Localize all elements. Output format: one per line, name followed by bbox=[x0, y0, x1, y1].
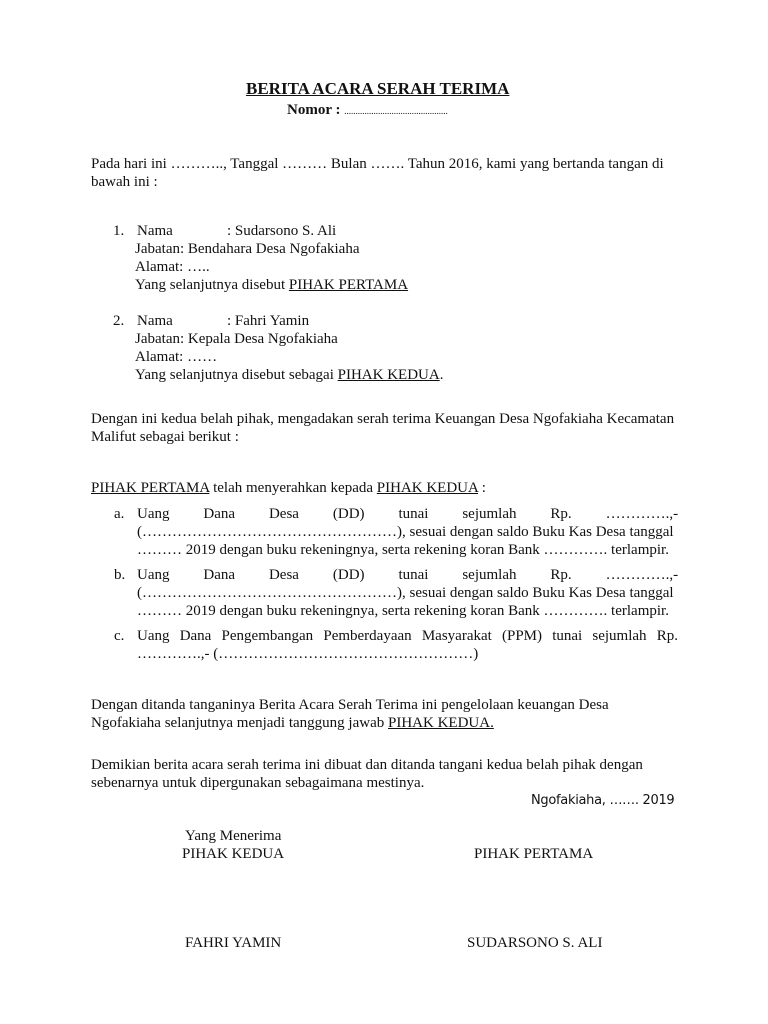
document-title: BERITA ACARA SERAH TERIMA bbox=[246, 79, 510, 98]
party1-name-value: : Sudarsono S. Ali bbox=[227, 223, 337, 239]
item-b-word: ………….,- bbox=[605, 567, 679, 583]
item-b-word: Dana bbox=[203, 567, 236, 583]
party2-number: 2. bbox=[113, 313, 125, 329]
left-signature-role: PIHAK KEDUA bbox=[182, 846, 285, 862]
party1-jabatan: Jabatan: Bendahara Desa Ngofakiaha bbox=[135, 241, 360, 257]
item-c-word: Rp. bbox=[656, 628, 678, 644]
item-b-line-3: ……… 2019 dengan buku rekeningnya, serta rekening koran Bank …………. terlampir. bbox=[137, 603, 669, 619]
party1-disebut bbox=[135, 276, 408, 294]
item-b-word: (DD) bbox=[332, 567, 365, 583]
item-a-word: Uang bbox=[137, 506, 170, 522]
party1-name-label: Nama bbox=[137, 223, 173, 239]
nomor-dots: .............................................. bbox=[344, 106, 448, 116]
party2-disebut-prefix: Yang selanjutnya disebut sebagai bbox=[135, 367, 338, 383]
handover-pihak1: PIHAK PERTAMA bbox=[91, 480, 210, 496]
party1-disebut-prefix: Yang selanjutnya disebut bbox=[135, 277, 289, 293]
serah-line-2: Malifut sebagai berikut : bbox=[91, 429, 239, 445]
party2-alamat: Alamat: …… bbox=[135, 349, 218, 365]
item-a-word: Rp. bbox=[550, 506, 572, 522]
tanda-line-2 bbox=[91, 714, 494, 732]
handover-middle: telah menyerahkan kepada bbox=[209, 480, 377, 496]
item-b-line-1 bbox=[137, 566, 678, 584]
intro-line-2: bawah ini : bbox=[91, 174, 158, 190]
tanda-line-2-prefix: Ngofakiaha selanjutnya menjadi tanggung jawab bbox=[91, 715, 388, 731]
item-c-word: Pengembangan bbox=[221, 628, 314, 644]
item-a-word: sejumlah bbox=[462, 506, 517, 522]
party2-disebut bbox=[135, 366, 443, 384]
item-b-line-2: (……………………………………………), sesuai dengan saldo Buku Kas Desa tanggal bbox=[137, 585, 674, 601]
item-a-word: ………….,- bbox=[605, 506, 679, 522]
item-b-letter: b. bbox=[114, 567, 126, 583]
item-b-word: Desa bbox=[268, 567, 299, 583]
party2-name-label: Nama bbox=[137, 313, 173, 329]
item-c-word: (PPM) bbox=[502, 628, 543, 644]
item-a-word: tunai bbox=[398, 506, 429, 522]
nomor-label: Nomor : bbox=[287, 102, 341, 118]
party1-role: PIHAK PERTAMA bbox=[288, 277, 409, 293]
right-signature-name: SUDARSONO S. ALI bbox=[467, 935, 603, 951]
item-a-word: Desa bbox=[268, 506, 299, 522]
party2-jabatan: Jabatan: Kepala Desa Ngofakiaha bbox=[135, 331, 338, 347]
tanda-line-1: Dengan ditanda tanganinya Berita Acara Serah Terima ini pengelolaan keuangan Desa bbox=[91, 697, 609, 713]
item-b-word: Rp. bbox=[550, 567, 572, 583]
left-signature-caption: Yang Menerima bbox=[185, 828, 282, 844]
party2-name-value: : Fahri Yamin bbox=[227, 313, 310, 329]
item-a-word: (DD) bbox=[332, 506, 365, 522]
item-b-word: sejumlah bbox=[462, 567, 517, 583]
item-c-word: tunai bbox=[552, 628, 583, 644]
right-signature-role: PIHAK PERTAMA bbox=[474, 846, 594, 862]
handover-pihak2: PIHAK KEDUA bbox=[376, 480, 479, 496]
item-c-word: sejumlah bbox=[592, 628, 647, 644]
item-c-line-2: ………….,- (……………………………………………) bbox=[137, 646, 479, 662]
handover-line bbox=[91, 479, 486, 497]
item-c-word: Pemberdayaan bbox=[323, 628, 412, 644]
party2-role: PIHAK KEDUA bbox=[337, 367, 440, 383]
item-a-letter: a. bbox=[114, 506, 125, 522]
item-c-word: Masyarakat bbox=[421, 628, 492, 644]
demikian-line-1: Demikian berita acara serah terima ini dibuat dan ditanda tangani kedua belah pihak dengan bbox=[91, 757, 643, 773]
item-c-word: Uang bbox=[137, 628, 170, 644]
demikian-line-2: sebenarnya untuk dipergunakan sebagaimana mestinya. bbox=[91, 775, 425, 791]
nomor-line bbox=[287, 101, 448, 120]
item-a-line-2: (……………………………………………), sesuai dengan saldo Buku Kas Desa tanggal bbox=[137, 524, 674, 540]
party1-alamat: Alamat: ….. bbox=[135, 259, 210, 275]
item-c-word: Dana bbox=[179, 628, 212, 644]
serah-line-1: Dengan ini kedua belah pihak, mengadakan serah terima Keuangan Desa Ngofakiaha Kecamatan bbox=[91, 411, 675, 427]
place-date: Ngofakiaha, ……. 2019 bbox=[531, 793, 675, 808]
item-c-line-1 bbox=[137, 627, 678, 645]
item-b-word: tunai bbox=[398, 567, 429, 583]
item-a-line-1 bbox=[137, 505, 678, 523]
item-a-line-3: ……… 2019 dengan buku rekeningnya, serta rekening koran Bank …………. terlampir. bbox=[137, 542, 669, 558]
tanda-role: PIHAK KEDUA. bbox=[388, 715, 494, 731]
left-signature-name: FAHRI YAMIN bbox=[185, 935, 282, 951]
item-c-letter: c. bbox=[114, 628, 125, 644]
party1-number: 1. bbox=[113, 223, 125, 239]
intro-line-1: Pada hari ini ……….., Tanggal ……… Bulan ……. Tahun 2016, kami yang bertanda tangan di bbox=[91, 156, 664, 172]
item-b-word: Uang bbox=[137, 567, 170, 583]
item-a-word: Dana bbox=[203, 506, 236, 522]
handover-end: : bbox=[478, 480, 486, 496]
party2-disebut-suffix: . bbox=[439, 367, 444, 383]
